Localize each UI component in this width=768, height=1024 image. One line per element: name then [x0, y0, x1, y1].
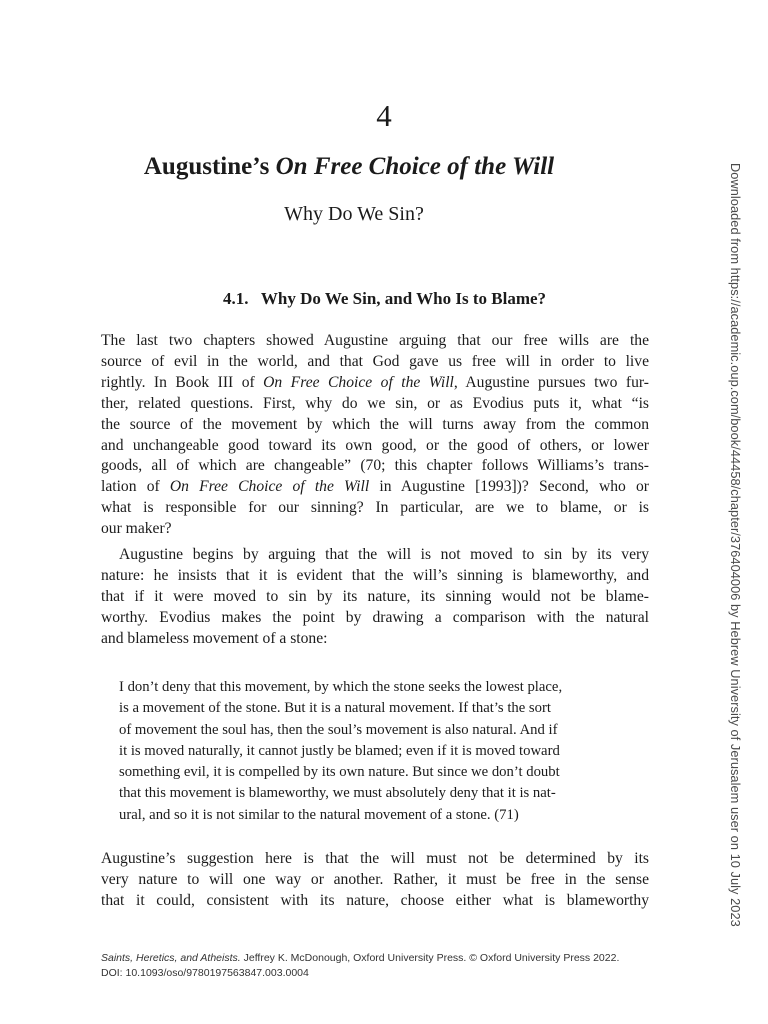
chapter-number: 4 — [376, 98, 392, 133]
text-line: that it could, consistent with its nature, choose either what is blameworthy — [101, 891, 649, 909]
text-line: goods, all of which are changeable” (70; this chapter follows Williams’s trans- — [101, 457, 649, 475]
text-span: lation of — [101, 478, 170, 496]
quote-line: something evil, it is compelled by its own nature. But since we don’t doubt — [119, 764, 560, 781]
book-title-italic: On Free Choice of the Will — [263, 373, 454, 391]
paragraph-2 — [101, 545, 649, 650]
blockquote — [119, 677, 631, 826]
text-span: , Augustine pursues two fur- — [453, 373, 649, 391]
text-line: source of evil in the world, and that God gave us free will in order to live — [101, 352, 649, 370]
chapter-title-italic: On Free Choice of the Will — [275, 153, 555, 180]
text-line: our maker? — [101, 520, 172, 538]
text-line: the source of the movement by which the will turns away from the common — [101, 415, 649, 433]
text-line: worthy. Evodius makes the point by drawing a comparison with the natural — [101, 608, 649, 626]
quote-line: that this movement is blameworthy, we must absolutely deny that it is nat- — [119, 785, 556, 802]
paragraph-1 — [101, 331, 649, 540]
text-line: what is responsible for our sinning? In particular, are we to blame, or is — [101, 499, 649, 517]
chapter-subtitle: Why Do We Sin? — [284, 203, 424, 225]
text-line: The last two chapters showed Augustine arguing that our free wills are the — [101, 332, 649, 349]
download-notice[interactable]: Downloaded from https://academic.oup.com/book/44458/chapter/376404006 by Hebrew University of Jerusalem user on 10 July 2023 — [728, 163, 743, 927]
text-line — [101, 373, 649, 394]
section-heading: 4.1. Why Do We Sin, and Who Is to Blame? — [222, 289, 547, 308]
text-line: very nature to will one way or another. Rather, it must be free in the sense — [101, 870, 649, 888]
paragraph-3 — [101, 849, 649, 912]
text-line — [101, 477, 649, 498]
footer-publication: Jeffrey K. McDonough, Oxford University Press. © Oxford University Press 2022. — [240, 952, 620, 964]
text-line: and unchangeable good toward its own good, or the good of others, or lower — [101, 436, 649, 454]
text-line: ther, related questions. First, why do we sin, or as Evodius puts it, what “is — [101, 394, 649, 412]
text-span: rightly. In Book III of — [101, 373, 264, 391]
quote-line: ural, and so it is not similar to the natural movement of a stone. (71) — [119, 806, 519, 823]
chapter-title — [60, 152, 638, 182]
text-line: Augustine begins by arguing that the will is not moved to sin by its very — [119, 546, 649, 563]
quote-line: I don’t deny that this movement, by which the stone seeks the lowest place, — [119, 679, 563, 695]
text-line: that if it were moved to sin by its nature, its sinning would not be blame- — [101, 587, 649, 605]
text-line: and blameless movement of a stone: — [101, 629, 328, 647]
quote-line: it is moved naturally, it cannot justly be blamed; even if it is moved toward — [119, 742, 560, 759]
footer-doi[interactable]: DOI: 10.1093/oso/9780197563847.003.0004 — [101, 967, 309, 979]
footer-book-title: Saints, Heretics, and Atheists. — [101, 952, 241, 964]
quote-line: of movement the soul has, then the soul’s movement is also natural. And if — [119, 721, 558, 738]
download-notice-sidebar — [722, 163, 750, 927]
chapter-title-plain: Augustine’s — [143, 153, 276, 180]
footer — [101, 951, 619, 981]
text-line: nature: he insists that it is evident that the will’s sinning is blameworthy, and — [101, 566, 649, 584]
quote-line: is a movement of the stone. But it is a natural movement. If that’s the sort — [119, 700, 551, 717]
text-line: Augustine’s suggestion here is that the will must not be determined by its — [101, 850, 649, 867]
footer-citation — [101, 951, 619, 966]
text-span: in Augustine [1993])? Second, who or — [369, 478, 649, 496]
book-title-italic: On Free Choice of the Will — [169, 478, 370, 496]
